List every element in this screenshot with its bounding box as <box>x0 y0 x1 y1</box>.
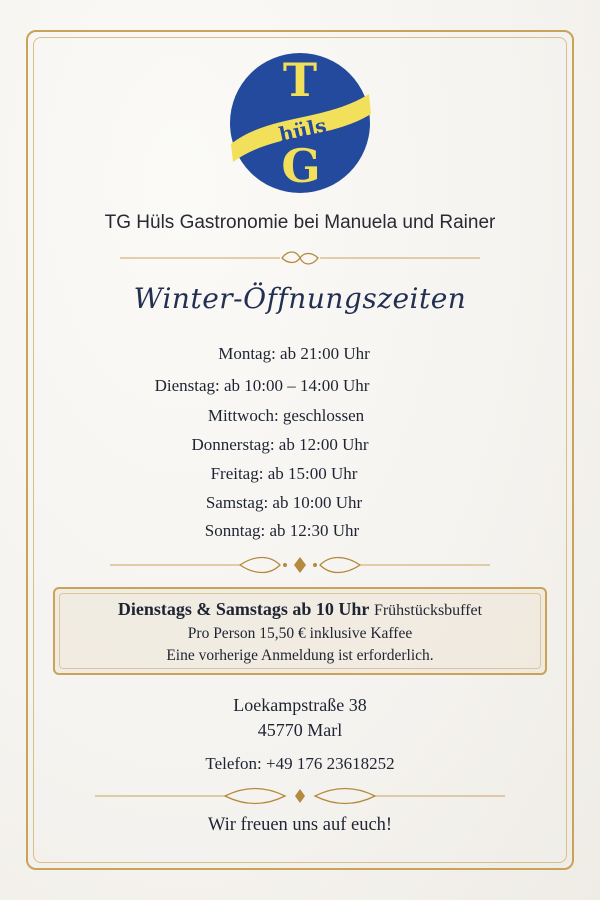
opening-hours-heading: Winter-Öffnungszeiten <box>133 282 467 315</box>
ornament-divider-top <box>0 246 600 270</box>
logo-letter-g: G <box>281 139 321 193</box>
promo-headline <box>55 599 545 620</box>
promo-price: Pro Person 15,50 € inklusive Kaffee <box>187 625 413 642</box>
hours-sunday: Sonntag: ab 12:30 Uhr <box>204 521 360 540</box>
hours-monday: Montag: ab 21:00 Uhr <box>218 344 370 363</box>
ornament-divider-middle <box>0 553 600 577</box>
hours-saturday: Samstag: ab 10:00 Uhr <box>205 493 363 512</box>
hours-wednesday: Mittwoch: geschlossen <box>207 406 365 425</box>
hours-thursday: Donnerstag: ab 12:00 Uhr <box>191 435 369 454</box>
ornament-divider-bottom <box>0 784 600 808</box>
tg-huels-logo <box>229 52 371 194</box>
closing-message: Wir freuen uns auf euch! <box>207 815 393 835</box>
address-city: 45770 Marl <box>257 720 343 740</box>
promo-days-time: Dienstags & Samstags ab 10 Uhr <box>117 599 370 619</box>
logo-banner-text: hüls <box>276 113 329 147</box>
promo-buffet-label: Frühstücksbuffet <box>373 602 483 619</box>
phone-number[interactable]: Telefon: +49 176 23618252 <box>205 754 395 773</box>
logo-letter-t: T <box>282 53 318 107</box>
restaurant-subtitle: TG Hüls Gastronomie bei Manuela und Rainer <box>104 212 496 233</box>
hours-friday: Freitag: ab 15:00 Uhr <box>210 464 358 483</box>
promo-registration-note: Eine vorherige Anmeldung ist erforderlich. <box>166 647 434 664</box>
address-street: Loekampstraße 38 <box>233 695 367 715</box>
hours-tuesday: Dienstag: ab 10:00 – 14:00 Uhr <box>154 376 370 395</box>
breakfast-buffet-box <box>53 587 547 675</box>
